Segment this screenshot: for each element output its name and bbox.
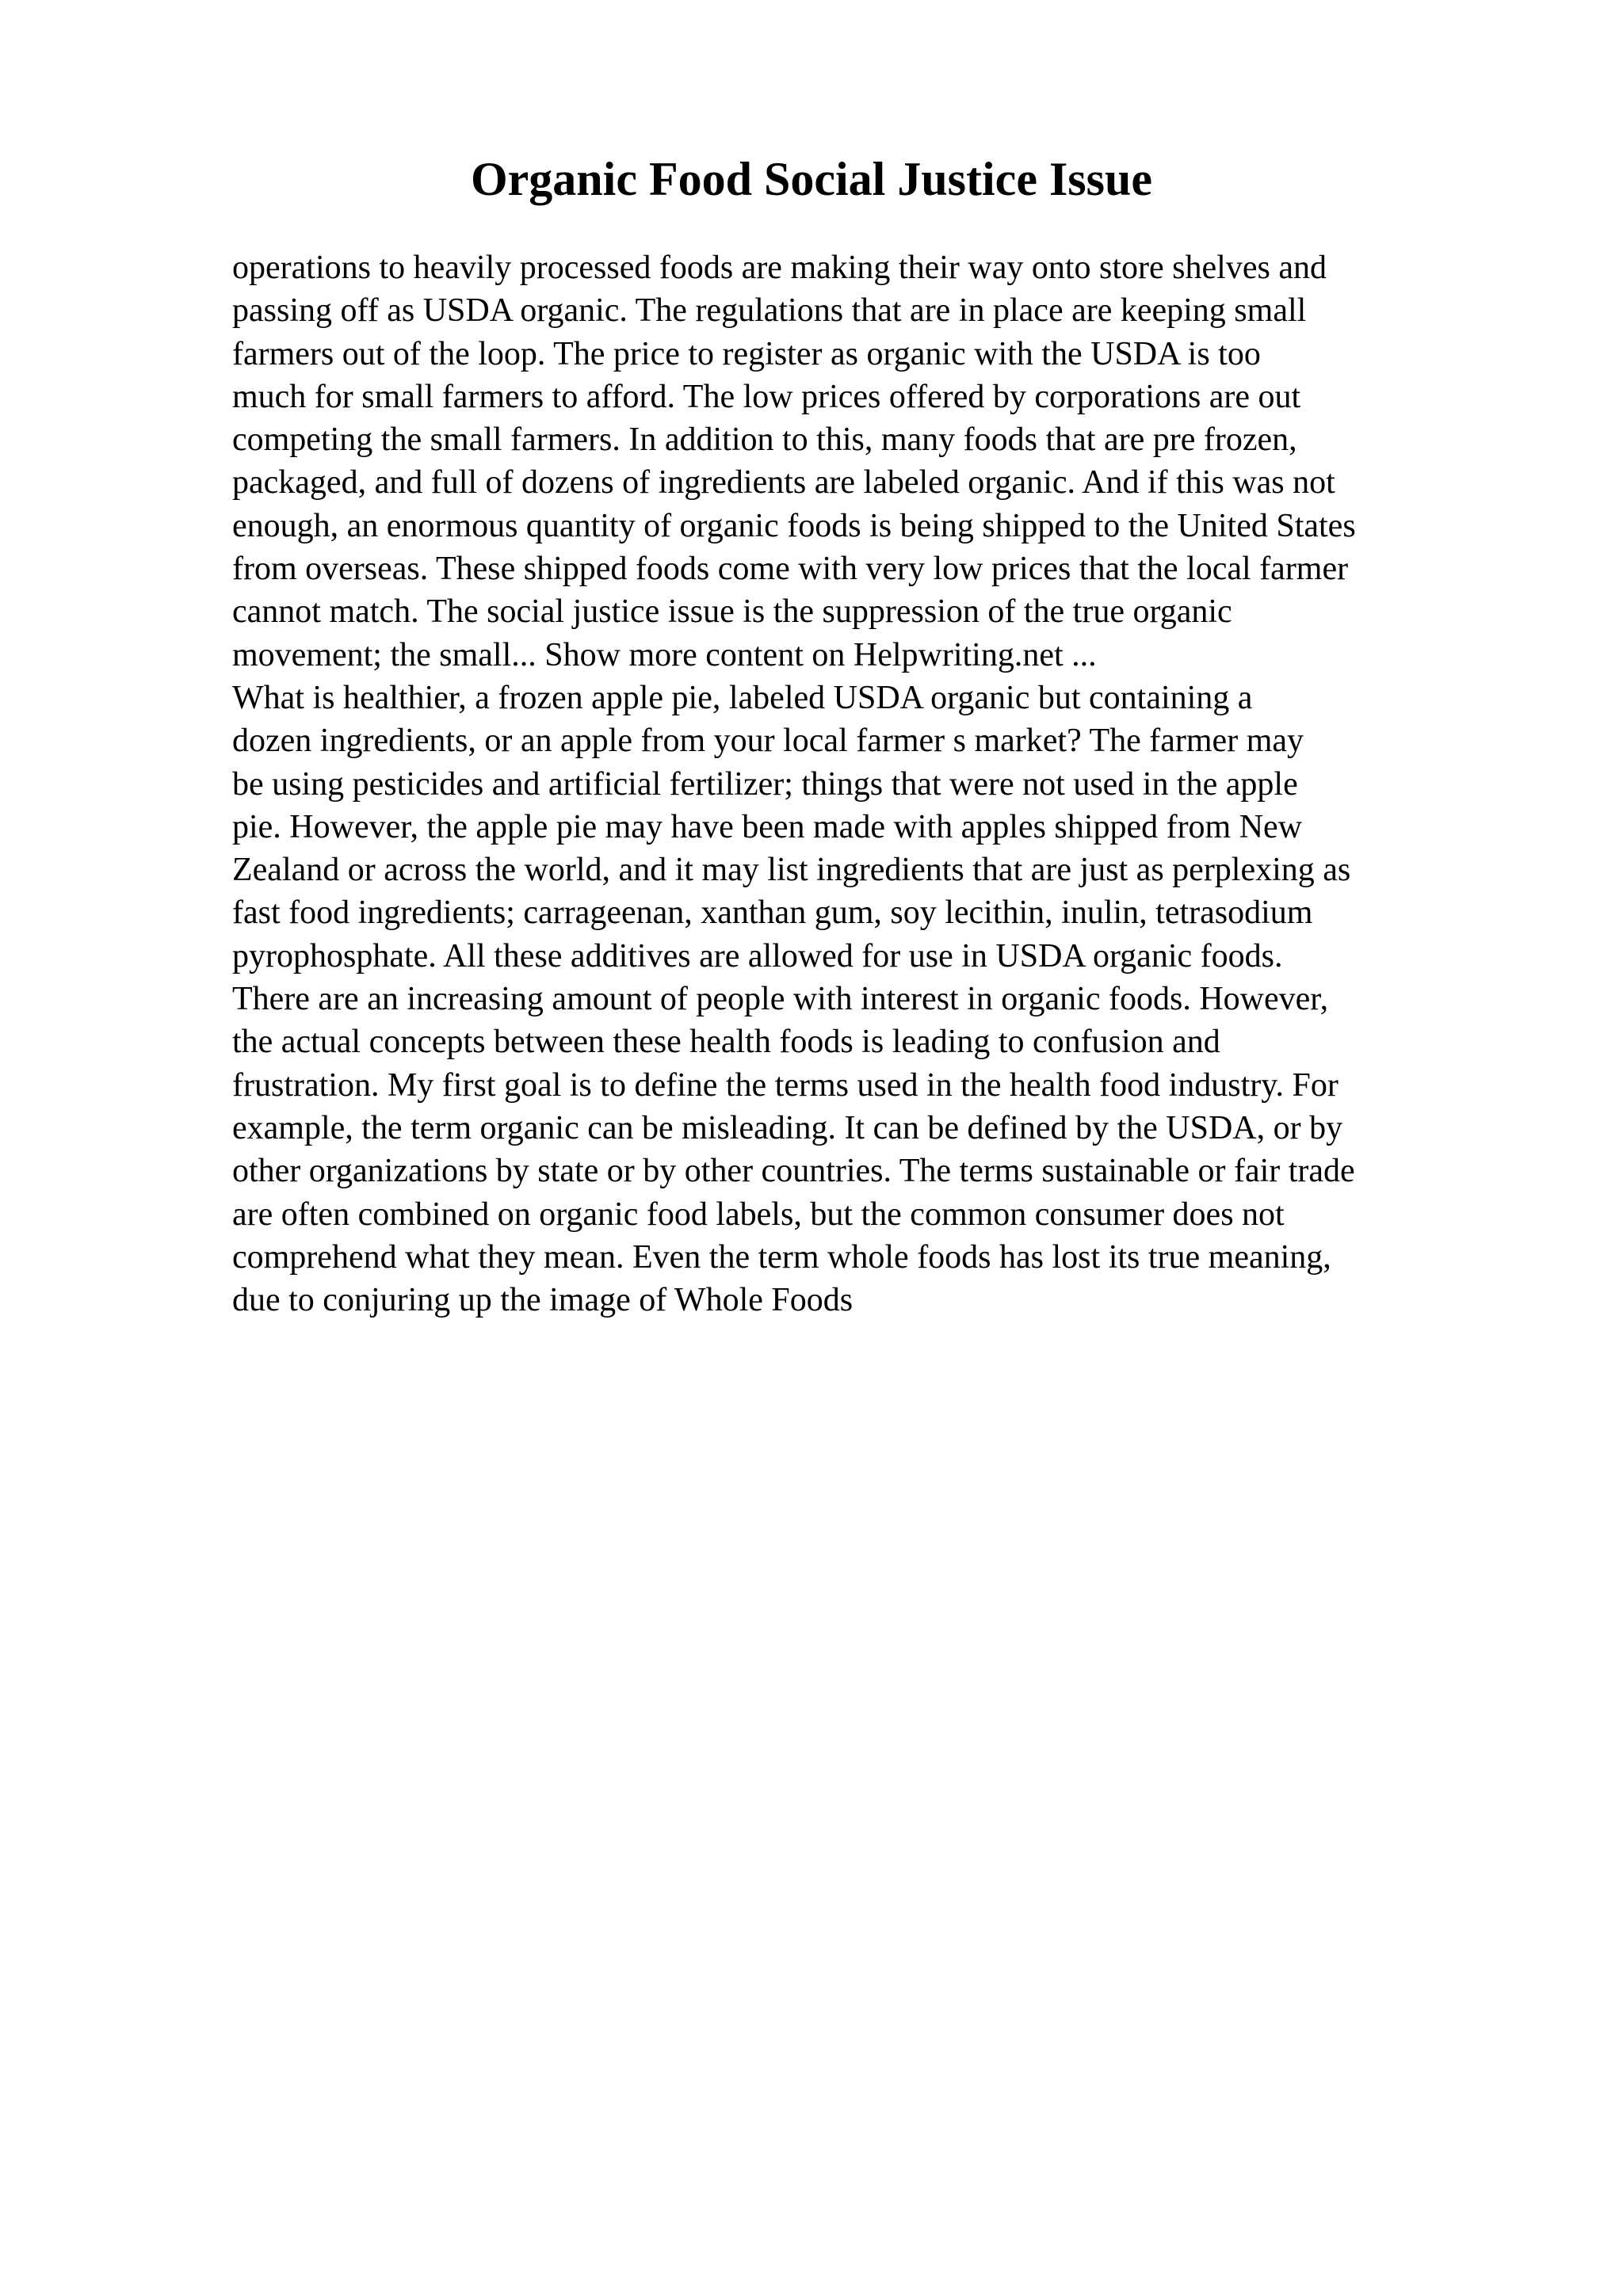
text-line: packaged, and full of dozens of ingredients are labeled organic. And if this was not [232,464,1335,502]
text-line: the actual concepts between these health foods is leading to confusion and [232,1024,1220,1061]
text-line: from overseas. These shipped foods come with very low prices that the local farmer [232,551,1349,588]
text-line: cannot match. The social justice issue is the suppression of the true organic [232,593,1232,631]
text-line: operations to heavily processed foods are making their way onto store shelves and [232,250,1327,286]
text-line: example, the term organic can be misleading. It can be defined by the USDA, or by [232,1109,1343,1146]
text-line: movement; the small... Show more content on Helpwriting.net ... [232,636,1097,673]
text-line: enough, an enormous quantity of organic foods is being shipped to the United States [232,507,1356,544]
text-line: dozen ingredients, or an apple from your local farmer s market? The farmer may [232,723,1304,760]
text-line: much for small farmers to afford. The low prices offered by corporations are out [232,378,1301,415]
text-line: What is healthier, a frozen apple pie, labeled USDA organic but containing a [232,679,1253,716]
text-line: farmers out of the loop. The price to register as organic with the USDA is too [232,335,1261,372]
text-line: There are an increasing amount of people with interest in organic foods. However, [232,981,1329,1018]
text-line: competing the small farmers. In addition to this, many foods that are pre frozen, [232,421,1297,459]
page-title: Organic Food Social Justice Issue [470,153,1152,205]
text-line: are often combined on organic food labels, but the common consumer does not [232,1196,1285,1233]
text-line: be using pesticides and artificial fertilizer; things that were not used in the apple [232,765,1298,803]
text-line: other organizations by state or by other countries. The terms sustainable or fair trade [232,1153,1355,1190]
text-line: comprehend what they mean. Even the term whole foods has lost its true meaning, [232,1238,1331,1276]
text-line: Zealand or across the world, and it may list ingredients that are just as perplexing as [232,852,1351,889]
text-line: fast food ingredients; carrageenan, xanthan gum, soy lecithin, inulin, tetrasodium [232,894,1313,932]
text-line: due to conjuring up the image of Whole Foods [232,1282,854,1319]
text-line: frustration. My first goal is to define the terms used in the health food industry. For [232,1066,1338,1104]
text-line: pie. However, the apple pie may have been made with apples shipped from New [232,808,1303,845]
body-text [232,246,1500,1322]
text-line: pyrophosphate. All these additives are allowed for use in USDA organic foods. [232,937,1283,974]
text-line: passing off as USDA organic. The regulations that are in place are keeping small [232,292,1307,330]
